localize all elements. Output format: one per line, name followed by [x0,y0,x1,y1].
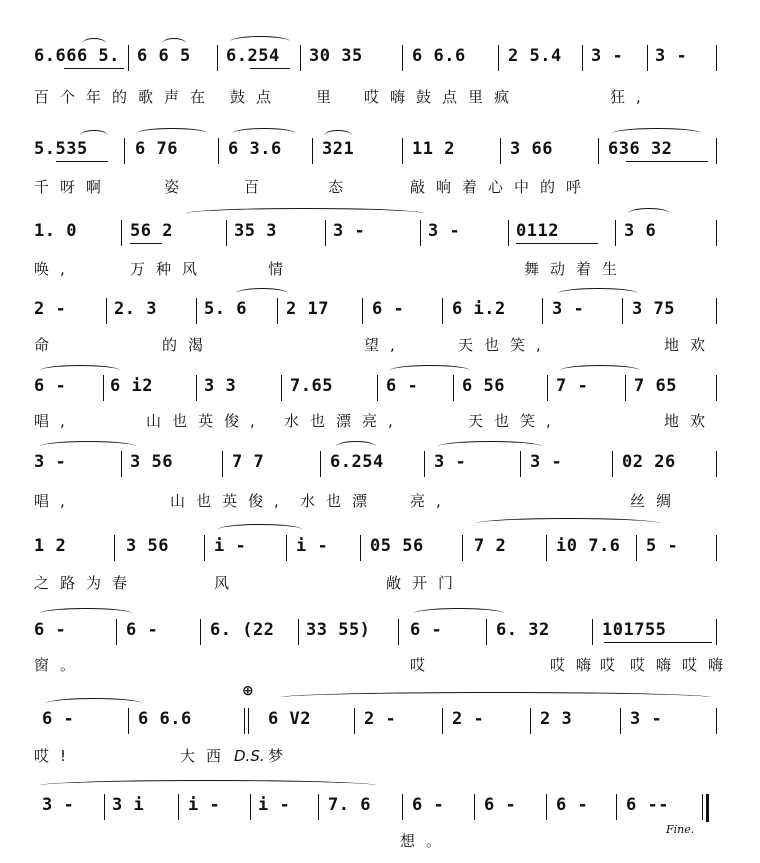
slur [280,692,712,703]
slur [414,608,504,619]
measure: 56 2 [130,221,173,241]
barline [424,451,425,477]
lyric-text: 舞动着生 [524,260,629,278]
measure: 1 2 [34,536,67,556]
measure: 3 - [428,221,461,241]
lyric-text: 望, [364,336,406,354]
lyric-text: 山也英俊, [170,492,290,510]
measure: 6 - [386,376,419,396]
barline [546,535,547,561]
slur [476,518,660,529]
barline [121,220,122,246]
measure: 1. 0 [34,221,77,241]
barline [106,298,107,324]
measure: 6 - [556,795,589,815]
measure: 2. 3 [114,299,157,319]
lyric-text: 鼓点 [230,88,283,106]
lyric-text: 哎 [410,656,437,674]
slur [390,365,470,376]
slur [40,441,136,452]
beam-line [250,68,290,69]
measure: 2 - [452,709,485,729]
notation-row-3 [0,220,760,254]
measure: 02 26 [622,452,676,472]
lyric-text: 姿 [164,178,191,196]
lyric-text: 唱, [34,492,76,510]
lyric-text: 地欢 [664,336,717,354]
measure: 7 2 [474,536,507,556]
measure: 33 55) [306,620,371,640]
lyric-text: 丝绸 [630,492,683,510]
barline [716,451,717,477]
measure: 2 3 [540,709,573,729]
barline [128,708,129,734]
lyric-text: 百个年的歌声在 [34,88,217,106]
measure: 321 [322,139,355,159]
measure: 3 - [434,452,467,472]
measure: 7 65 [634,376,677,396]
barline [277,298,278,324]
measure: 2 17 [286,299,329,319]
lyric-text: 唱, [34,412,76,430]
barline [312,138,313,164]
lyric-text: 天也笑, [458,336,552,354]
beam-line [56,161,108,162]
barline [453,375,454,401]
lyric-row-1 [34,86,724,106]
barline [204,535,205,561]
measure: 6. (22 [210,620,275,640]
barline [625,375,626,401]
measure: 6 6.6 [138,709,192,729]
measure: 6 - [126,620,159,640]
barline [716,45,717,71]
measure: 6 i.2 [452,299,506,319]
dal-segno-marking: D.S. [234,747,265,765]
barline [622,298,623,324]
barline [124,138,125,164]
barline [250,794,251,820]
barline [716,619,717,645]
barline [716,535,717,561]
measure: i - [258,795,291,815]
measure: 6 - [42,709,75,729]
barline [354,708,355,734]
measure: 6 V2 [268,709,311,729]
measure: 3 - [630,709,663,729]
notation-row-9 [0,708,760,742]
lyric-row-5 [34,410,724,430]
measure: 2 - [364,709,397,729]
barline [542,298,543,324]
measure: 3 6 [624,221,657,241]
lyric-text: 天也笑, [468,412,562,430]
measure: 7 7 [232,452,265,472]
lyric-text: 哎! [34,747,78,765]
barline [592,619,593,645]
measure: 6 - [410,620,443,640]
slur [46,698,142,709]
measure: 636 32 [608,139,673,159]
barline [178,794,179,820]
measure: 6 6.6 [412,46,466,66]
slur [40,365,120,376]
barline [104,794,105,820]
measure: 0112 [516,221,559,241]
measure: 6 i2 [110,376,153,396]
measure: 6 6 5 [137,46,191,66]
barline [402,794,403,820]
measure: 6 56 [462,376,505,396]
barline [702,794,703,820]
barline [530,708,531,734]
barline [362,298,363,324]
measure: 6 -- [626,795,669,815]
barline [360,535,361,561]
measure: 5 - [646,536,679,556]
barline [300,45,301,71]
barline [217,45,218,71]
measure: 7 - [556,376,589,396]
measure: 6 - [34,620,67,640]
notation-row-8 [0,619,760,653]
measure: 6 76 [135,139,178,159]
measure: 6 - [372,299,405,319]
lyric-text: 敞开门 [386,574,465,592]
final-barline [706,794,709,822]
barline [114,535,115,561]
slur [236,288,288,299]
notation-row-10 [0,794,760,828]
slur [40,608,132,619]
measure: 3 - [34,452,67,472]
measure: 2 - [34,299,67,319]
barline [200,619,201,645]
barline [442,708,443,734]
barline [546,794,547,820]
notation-row-7 [0,535,760,569]
barline [598,138,599,164]
barline [398,619,399,645]
lyric-text: 水也漂 [300,492,379,510]
lyric-text: 风 [214,574,241,592]
measure: 6 - [484,795,517,815]
measure: 6 - [412,795,445,815]
lyric-text: 山也英俊, [146,412,266,430]
barline [218,138,219,164]
barline [500,138,501,164]
barline [128,45,129,71]
lyric-text: 亮, [410,492,452,510]
lyric-text: 哎嗨 [550,656,603,674]
slur [136,128,208,139]
beam-line [604,642,712,643]
barline [196,298,197,324]
barline [402,45,403,71]
measure: 11 2 [412,139,455,159]
lyric-text: 想。 [400,832,453,850]
barline [320,451,321,477]
lyric-text: 情 [268,260,295,278]
lyric-row-9 [34,745,724,765]
barline [196,375,197,401]
notation-row-4 [0,298,760,332]
barline [222,451,223,477]
barline [377,375,378,401]
slur [82,38,106,49]
measure: 3 - [591,46,624,66]
beam-line [130,243,162,244]
lyric-text: 之路为春 [34,574,139,592]
barline [612,451,613,477]
barline [244,708,245,734]
slur [438,441,542,452]
lyric-row-6 [34,490,724,510]
measure: 6. 32 [496,620,550,640]
lyric-text: 哎嗨哎嗨 [630,656,735,674]
lyric-text: 命 [34,336,61,354]
barline [615,220,616,246]
slur [80,130,108,141]
lyric-text: 哎 [600,656,627,674]
lyric-text: 窗。 [34,656,87,674]
notation-row-1 [0,45,760,79]
barline [636,535,637,561]
lyric-text: 敲响着心中的呼 [410,178,593,196]
lyric-text: 里 [316,88,343,106]
slur [40,780,376,791]
lyric-text: 唤, [34,260,76,278]
barline [298,619,299,645]
measure: 6 3.6 [228,139,282,159]
barline [325,220,326,246]
barline [508,220,509,246]
barline [402,138,403,164]
slur [560,365,640,376]
measure: 3 - [655,46,688,66]
lyric-row-2 [34,176,724,196]
lyric-text: 百 [244,178,271,196]
lyric-text: 哎嗨鼓点里疯 [364,88,521,106]
measure: 3 66 [510,139,553,159]
measure: i - [296,536,329,556]
beam-line [64,68,124,69]
measure: 05 56 [370,536,424,556]
measure: 6.666 5. [34,46,120,66]
measure: 5.535 [34,139,88,159]
lyric-row-7 [34,572,724,592]
barline [462,535,463,561]
slur [218,524,302,535]
lyric-row-3 [34,258,724,278]
lyric-text: 地欢 [664,412,717,430]
segno-icon: ⊕ [242,683,254,699]
lyric-text: 狂, [610,88,652,106]
slur [186,208,424,219]
measure: 3 i [112,795,145,815]
beam-line [626,161,708,162]
barline [716,708,717,734]
lyric-row-10 [34,830,724,850]
measure: 30 35 [309,46,363,66]
barline [281,375,282,401]
barline [616,794,617,820]
barline [442,298,443,324]
barline [716,138,717,164]
lyric-text: 大西 [180,747,233,765]
barline [474,794,475,820]
lyric-text: 的渴 [162,336,215,354]
barline [716,375,717,401]
slur [558,288,638,299]
measure: 6 - [34,376,67,396]
notation-row-2 [0,138,760,172]
measure: 3 75 [632,299,675,319]
measure: 5. 6 [204,299,247,319]
measure: i0 7.6 [556,536,621,556]
notation-row-6 [0,451,760,485]
barline [420,220,421,246]
barline [620,708,621,734]
fine-marking: Fine. [666,823,695,836]
lyric-text: 梦 [268,747,295,765]
slur [230,36,290,47]
barline [547,375,548,401]
measure: 3 - [333,221,366,241]
barline [498,45,499,71]
measure: 35 3 [234,221,277,241]
barline [116,619,117,645]
measure: 6.254 [330,452,384,472]
lyric-row-4 [34,334,724,354]
measure: 101755 [602,620,667,640]
measure: 3 3 [204,376,237,396]
measure: i - [188,795,221,815]
barline [286,535,287,561]
barline [716,220,717,246]
lyric-text: 水也漂亮, [284,412,404,430]
barline [103,375,104,401]
barline [318,794,319,820]
barline [226,220,227,246]
barline [486,619,487,645]
barline [582,45,583,71]
barline [647,45,648,71]
slur [232,128,296,139]
slur [612,128,702,139]
barline [121,451,122,477]
measure: 6.254 [226,46,280,66]
measure: 7. 6 [328,795,371,815]
measure: 3 - [552,299,585,319]
measure: 7.65 [290,376,333,396]
lyric-text: 万种风 [130,260,209,278]
beam-line [516,243,598,244]
measure: 3 - [530,452,563,472]
barline [248,708,249,734]
lyric-text: 千呀啊 [34,178,113,196]
measure: 3 - [42,795,75,815]
barline [520,451,521,477]
measure: 2 5.4 [508,46,562,66]
measure: 3 56 [130,452,173,472]
lyric-row-8 [34,654,735,674]
slur [324,130,352,141]
lyric-text: 态 [328,178,355,196]
barline [716,298,717,324]
slur [162,38,186,49]
measure: i - [214,536,247,556]
slur [336,441,376,452]
measure: 3 56 [126,536,169,556]
notation-row-5 [0,375,760,409]
slur [628,208,670,219]
